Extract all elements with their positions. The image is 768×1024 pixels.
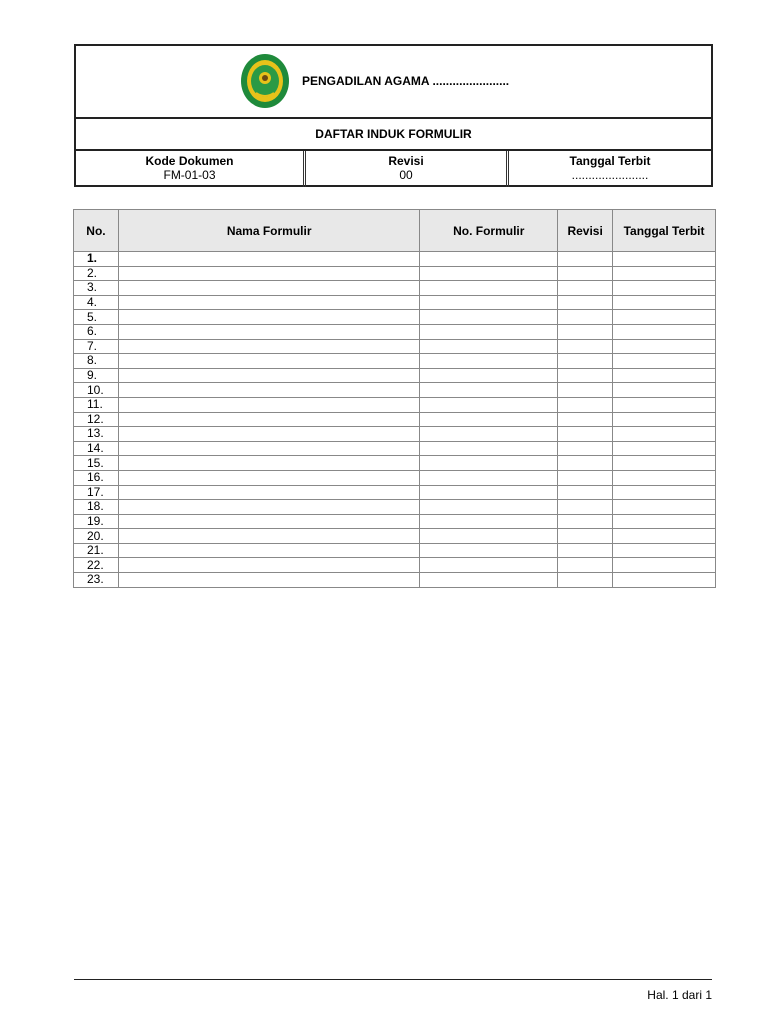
table-row: [74, 412, 716, 427]
cell-no-formulir: [420, 281, 558, 296]
cell-no: 16.: [74, 470, 119, 485]
cell-no-formulir: [420, 441, 558, 456]
cell-revisi: [558, 383, 613, 398]
cell-no: 22.: [74, 558, 119, 573]
cell-revisi: [558, 558, 613, 573]
cell-tanggal-terbit: [613, 397, 716, 412]
cell-no: 12.: [74, 412, 119, 427]
table-row: [74, 266, 716, 281]
cell-revisi: [558, 441, 613, 456]
cell-no: 19.: [74, 514, 119, 529]
cell-nama-formulir: [118, 354, 419, 369]
cell-revisi: [558, 412, 613, 427]
cell-no-formulir: [420, 354, 558, 369]
cell-no: 13.: [74, 427, 119, 442]
cell-nama-formulir: [118, 543, 419, 558]
cell-tanggal-terbit: [613, 412, 716, 427]
cell-no: 21.: [74, 543, 119, 558]
cell-revisi: [558, 427, 613, 442]
table-row: [74, 514, 716, 529]
cell-no-formulir: [420, 339, 558, 354]
table-row: [74, 339, 716, 354]
cell-no: 11.: [74, 397, 119, 412]
cell-tanggal-terbit: [613, 354, 716, 369]
cell-revisi: [558, 266, 613, 281]
col-header-no: No.: [74, 210, 119, 252]
cell-tanggal-terbit: [613, 252, 716, 267]
cell-nama-formulir: [118, 573, 419, 588]
cell-no-formulir: [420, 456, 558, 471]
cell-no-formulir: [420, 485, 558, 500]
cell-no-formulir: [420, 383, 558, 398]
cell-nama-formulir: [118, 383, 419, 398]
document-header: [74, 44, 713, 187]
table-header-row: [74, 210, 716, 252]
cell-no-formulir: [420, 573, 558, 588]
cell-revisi: [558, 310, 613, 325]
cell-nama-formulir: [118, 266, 419, 281]
cell-revisi: [558, 252, 613, 267]
cell-no: 1.: [74, 252, 119, 267]
cell-no: 6.: [74, 324, 119, 339]
cell-no: 18.: [74, 500, 119, 515]
cell-nama-formulir: [118, 310, 419, 325]
cell-nama-formulir: [118, 500, 419, 515]
cell-tanggal-terbit: [613, 295, 716, 310]
cell-revisi: [558, 543, 613, 558]
cell-nama-formulir: [118, 456, 419, 471]
cell-revisi: [558, 573, 613, 588]
cell-revisi: [558, 500, 613, 515]
cell-no: 4.: [74, 295, 119, 310]
cell-revisi: [558, 324, 613, 339]
cell-tanggal-terbit: [613, 456, 716, 471]
cell-tanggal-terbit: [613, 543, 716, 558]
cell-revisi: [558, 456, 613, 471]
cell-tanggal-terbit: [613, 427, 716, 442]
cell-revisi: [558, 529, 613, 544]
cell-no: 15.: [74, 456, 119, 471]
revisi-label: Revisi: [388, 154, 424, 168]
table-row: [74, 252, 716, 267]
cell-nama-formulir: [118, 412, 419, 427]
cell-revisi: [558, 485, 613, 500]
cell-no: 2.: [74, 266, 119, 281]
table-row: [74, 324, 716, 339]
cell-no-formulir: [420, 368, 558, 383]
cell-tanggal-terbit: [613, 470, 716, 485]
revisi-cell: [306, 151, 509, 187]
col-header-nama-formulir: Nama Formulir: [118, 210, 419, 252]
cell-revisi: [558, 397, 613, 412]
cell-nama-formulir: [118, 397, 419, 412]
cell-nama-formulir: [118, 281, 419, 296]
cell-tanggal-terbit: [613, 281, 716, 296]
cell-tanggal-terbit: [613, 573, 716, 588]
cell-revisi: [558, 295, 613, 310]
col-header-tanggal-terbit: Tanggal Terbit: [613, 210, 716, 252]
cell-nama-formulir: [118, 558, 419, 573]
tanggal-terbit-value: .......................: [571, 168, 649, 182]
table-row: [74, 295, 716, 310]
cell-revisi: [558, 470, 613, 485]
table-row: [74, 310, 716, 325]
cell-tanggal-terbit: [613, 485, 716, 500]
cell-tanggal-terbit: [613, 310, 716, 325]
cell-nama-formulir: [118, 368, 419, 383]
cell-revisi: [558, 281, 613, 296]
cell-nama-formulir: [118, 470, 419, 485]
table-row: [74, 500, 716, 515]
table-row: [74, 354, 716, 369]
cell-no-formulir: [420, 397, 558, 412]
cell-no: 8.: [74, 354, 119, 369]
cell-tanggal-terbit: [613, 441, 716, 456]
cell-nama-formulir: [118, 485, 419, 500]
cell-no: 14.: [74, 441, 119, 456]
table-row: [74, 281, 716, 296]
page-number: Hal. 1 dari 1: [647, 988, 712, 1002]
cell-no-formulir: [420, 252, 558, 267]
cell-no-formulir: [420, 324, 558, 339]
cell-no-formulir: [420, 500, 558, 515]
court-emblem-icon: [240, 53, 290, 109]
cell-nama-formulir: [118, 514, 419, 529]
cell-tanggal-terbit: [613, 529, 716, 544]
revisi-value: 00: [399, 168, 413, 182]
cell-no-formulir: [420, 412, 558, 427]
cell-revisi: [558, 339, 613, 354]
cell-tanggal-terbit: [613, 558, 716, 573]
cell-no: 7.: [74, 339, 119, 354]
table-body: [74, 252, 716, 588]
cell-tanggal-terbit: [613, 514, 716, 529]
col-header-no-formulir: No. Formulir: [420, 210, 558, 252]
cell-no-formulir: [420, 266, 558, 281]
cell-no-formulir: [420, 310, 558, 325]
cell-revisi: [558, 514, 613, 529]
document-meta-row: [76, 151, 711, 187]
table-row: [74, 368, 716, 383]
document-title: DAFTAR INDUK FORMULIR: [76, 119, 711, 151]
cell-no: 17.: [74, 485, 119, 500]
cell-tanggal-terbit: [613, 324, 716, 339]
col-header-revisi: Revisi: [558, 210, 613, 252]
cell-revisi: [558, 368, 613, 383]
cell-nama-formulir: [118, 529, 419, 544]
formulir-table: [73, 209, 716, 588]
table-row: [74, 573, 716, 588]
kode-dokumen-cell: [76, 151, 306, 187]
cell-tanggal-terbit: [613, 266, 716, 281]
cell-no: 3.: [74, 281, 119, 296]
cell-no: 5.: [74, 310, 119, 325]
cell-tanggal-terbit: [613, 383, 716, 398]
footer-divider: [74, 979, 712, 980]
cell-no-formulir: [420, 543, 558, 558]
tanggal-terbit-label: Tanggal Terbit: [569, 154, 651, 168]
table-row: [74, 441, 716, 456]
cell-nama-formulir: [118, 295, 419, 310]
table-row: [74, 529, 716, 544]
cell-nama-formulir: [118, 441, 419, 456]
cell-no: 9.: [74, 368, 119, 383]
cell-revisi: [558, 354, 613, 369]
court-name: PENGADILAN AGAMA .......................: [302, 74, 510, 88]
cell-nama-formulir: [118, 324, 419, 339]
table-row: [74, 558, 716, 573]
table-row: [74, 427, 716, 442]
cell-nama-formulir: [118, 339, 419, 354]
header-court-row: [76, 46, 711, 119]
kode-dokumen-label: Kode Dokumen: [145, 154, 234, 168]
cell-no: 23.: [74, 573, 119, 588]
table-row: [74, 397, 716, 412]
cell-no: 10.: [74, 383, 119, 398]
cell-no-formulir: [420, 529, 558, 544]
cell-no-formulir: [420, 514, 558, 529]
table-row: [74, 470, 716, 485]
cell-tanggal-terbit: [613, 339, 716, 354]
kode-dokumen-value: FM-01-03: [163, 168, 216, 182]
cell-tanggal-terbit: [613, 368, 716, 383]
table-row: [74, 383, 716, 398]
cell-nama-formulir: [118, 427, 419, 442]
cell-tanggal-terbit: [613, 500, 716, 515]
table-row: [74, 456, 716, 471]
table-row: [74, 543, 716, 558]
cell-no-formulir: [420, 470, 558, 485]
cell-no-formulir: [420, 295, 558, 310]
cell-nama-formulir: [118, 252, 419, 267]
table-row: [74, 485, 716, 500]
cell-no-formulir: [420, 427, 558, 442]
tanggal-terbit-cell: [509, 151, 711, 187]
cell-no: 20.: [74, 529, 119, 544]
cell-no-formulir: [420, 558, 558, 573]
